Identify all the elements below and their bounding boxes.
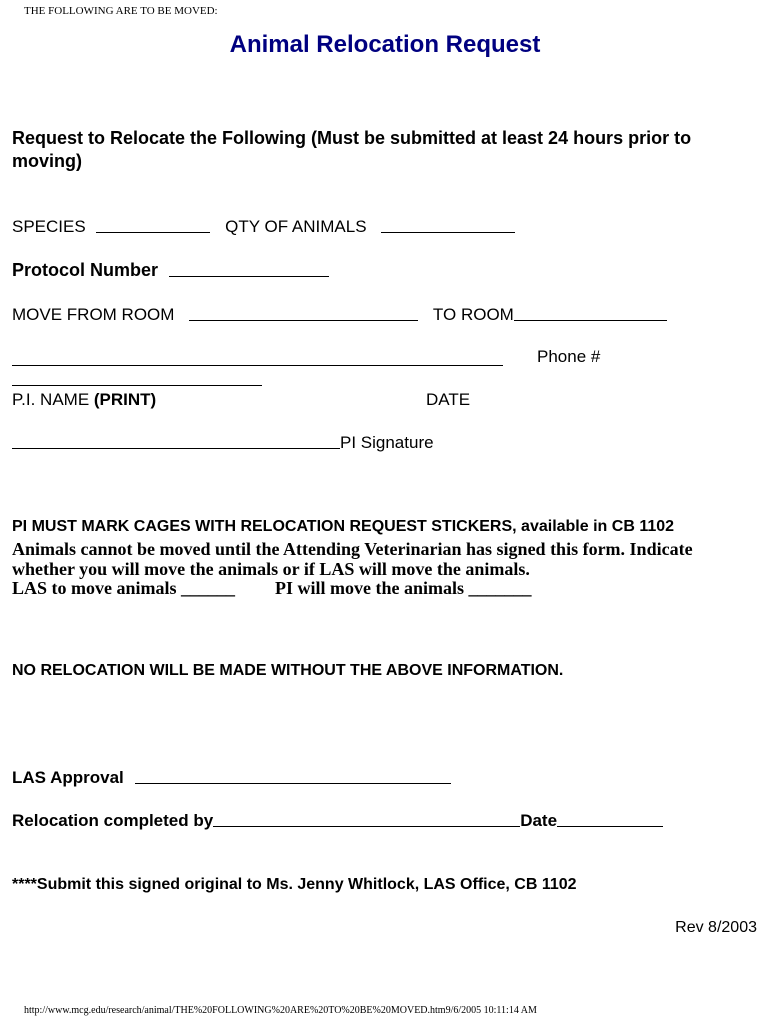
pi-name-row (12, 390, 156, 410)
completed-row (12, 811, 663, 831)
completed-date-label: Date (520, 811, 558, 830)
pi-signature-label: PI Signature (340, 433, 434, 452)
las-approval-label: LAS Approval (12, 768, 124, 787)
species-field[interactable] (96, 231, 210, 233)
warning-text: NO RELOCATION WILL BE MADE WITHOUT THE ABOVE INFORMATION. (12, 662, 564, 679)
pi-move-option[interactable]: PI will move the animals _______ (275, 578, 532, 598)
pi-name-label: P.I. NAME (12, 390, 94, 409)
protocol-field[interactable] (169, 275, 329, 277)
to-room-field[interactable] (514, 319, 667, 321)
las-move-option[interactable]: LAS to move animals ______ (12, 578, 236, 598)
species-row (12, 217, 515, 237)
page-footer: http://www.mcg.edu/research/animal/THE%20FOLLOWING%20ARE%20TO%20BE%20MOVED.htm9/6/2005 10:11:14 AM (24, 1005, 537, 1016)
las-approval-row (12, 768, 451, 788)
page-title: Animal Relocation Request (229, 31, 541, 58)
las-approval-field[interactable] (135, 782, 451, 784)
qty-field[interactable] (381, 231, 515, 233)
pi-name-print: (PRINT) (93, 390, 157, 409)
pi-signature-field[interactable] (12, 447, 340, 449)
pi-name-line[interactable] (12, 365, 503, 366)
request-heading-line1: Request to Relocate the Following (Must be submitted at least 24 hours prior to (12, 128, 692, 148)
protocol-label: Protocol Number (12, 260, 159, 280)
to-room-label: TO ROOM (432, 305, 514, 324)
pi-name-print-line[interactable] (12, 385, 262, 386)
pi-signature-row (12, 433, 434, 453)
revision-label: Rev 8/2003 (675, 919, 757, 936)
completed-date-field[interactable] (557, 825, 663, 827)
completed-field[interactable] (213, 825, 520, 827)
move-from-label: MOVE FROM ROOM (12, 305, 175, 324)
notice-line1: Animals cannot be moved until the Attending Veterinarian has signed this form. Indicate (12, 539, 693, 559)
qty-label: QTY OF ANIMALS (225, 217, 367, 236)
phone-label: Phone # (537, 347, 601, 366)
stickers-notice: PI MUST MARK CAGES WITH RELOCATION REQUEST STICKERS, available in CB 1102 (12, 518, 675, 535)
protocol-row (12, 260, 329, 281)
species-label: SPECIES (12, 217, 86, 236)
completed-label: Relocation completed by (12, 811, 214, 830)
move-from-field[interactable] (189, 319, 418, 321)
request-heading-line2: moving) (12, 151, 82, 171)
date-label: DATE (426, 390, 471, 409)
room-row (12, 305, 667, 325)
page-header: THE FOLLOWING ARE TO BE MOVED: (24, 5, 218, 17)
submit-note: ****Submit this signed original to Ms. Jenny Whitlock, LAS Office, CB 1102 (12, 876, 577, 893)
notice-line2: whether you will move the animals or if LAS will move the animals. (12, 559, 530, 579)
